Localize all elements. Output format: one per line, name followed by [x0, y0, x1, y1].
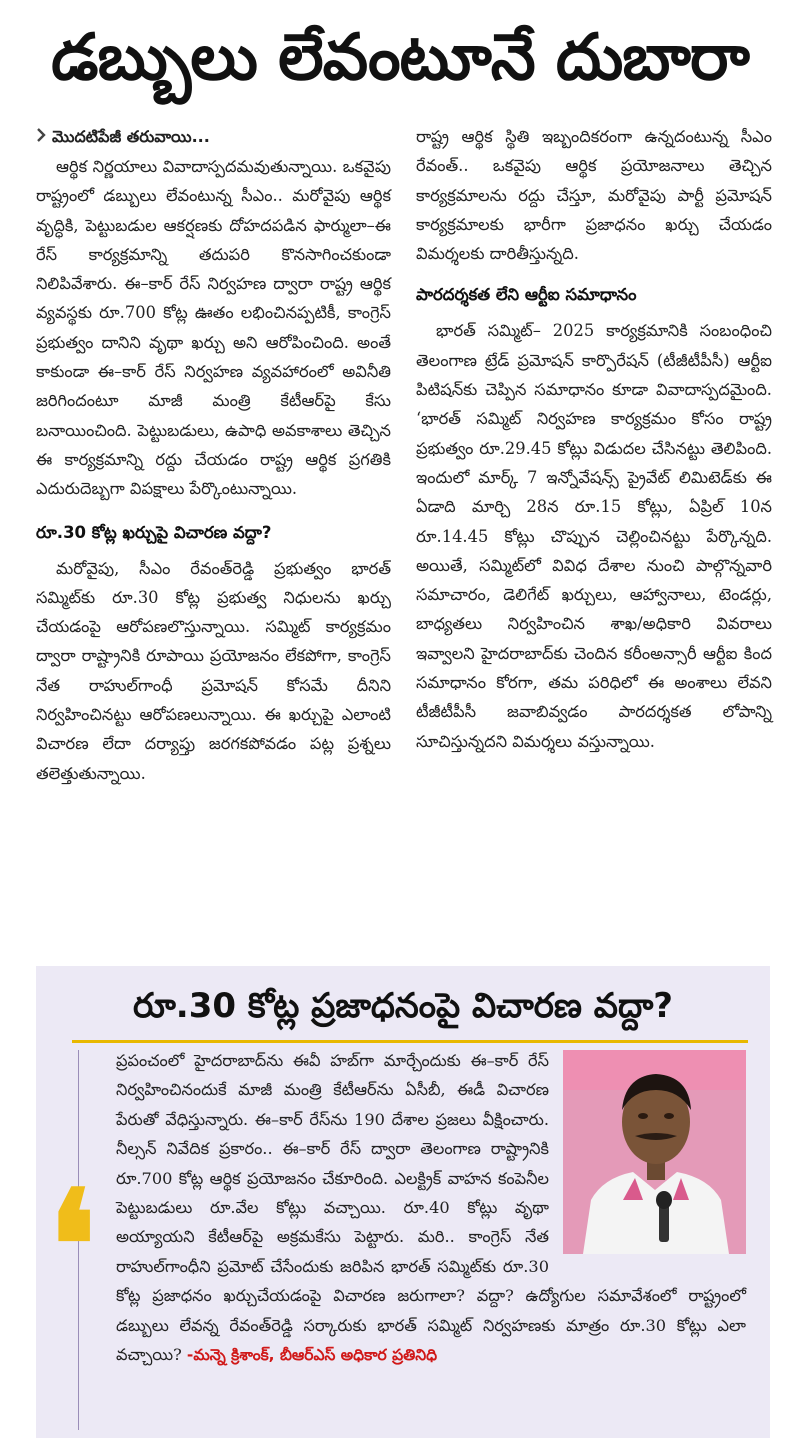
article-paragraph: భారత్ సమ్మిట్– 2025 కార్యక్రమానికి సంబంధించి తెలంగాణ ట్రేడ్ ప్రమోషన్ కార్పొరేషన్ (టీజీటీపీసీ) ఆర్టీఐ పిటిషన్‌కు చెప్పిన సమాధానం కూడా వివాదాస్పదమైంది. ‘భారత్ సమ్మిట్ నిర్వహణ కార్యక్రమం కోసం రాష్ట్ర ప్రభుత్వం రూ.29.45 కోట్లు విడుదల చేసినట్టు తెలిపింది. ఇందులో మార్క్ 7 ఇన్నోవేషన్స్ ప్రైవేట్ లిమిటెడ్‌కు ఈ ఏడాది మార్చి 28న రూ.15 కోట్లు, ఏప్రిల్ 10న రూ.14.45 కోట్లు చొప్పున చెల్లించినట్టు పేర్కొన్నది. అయితే, సమ్మిట్‌లో వివిధ దేశాల నుంచి పాల్గొన్నవారి సమాచారం, డెలిగేట్ ఖర్చులు, ఆహ్వానాలు, టెండర్లు, బాధ్యతలు నిర్వహించిన శాఖ/అధికారి వివరాలు ఇవ్వాలని హైదరాబాద్‌కు చెందిన కరీంఅన్సారీ ఆర్టీఐ కింద సమాధానం కోరగా, తమ పరిధిలో ఈ అంశాలు లేవని టీజీటీపీసీ జవాబివ్వడం పారదర్శకత లోపాన్ని సూచిస్తున్నదని విమర్శలు వస్తున్నాయి. — [416, 321, 772, 751]
article-paragraph: రాష్ట్ర ఆర్థిక స్థితి ఇబ్బందికరంగా ఉన్నదంటున్న సీఎం రేవంత్.. ఒకవైపు ఆర్థిక ప్రయోజనాలు తెచ్చిన కార్యక్రమాలను రద్దు చేస్తూ, మరోవైపు పార్టీ ప్రమోషన్ కార్యక్రమాలకు భారీగా ప్రజాధనం ఖర్చు చేయడం విమర్శలకు దారితీస్తున్నది. — [416, 127, 772, 264]
continued-label: మొదటిపేజీ తరువాయి... — [52, 127, 210, 146]
quote-author: -మన్నె క్రిశాంక్, బీఆర్‌ఎస్ అధికార ప్రతినిధి — [186, 1346, 438, 1365]
title-underline — [72, 1040, 748, 1043]
speaker-photo — [563, 1050, 746, 1254]
article-paragraph: మరోవైపు, సీఎం రేవంత్‌రెడ్డి ప్రభుత్వం భారత్ సమ్మిట్‌కు రూ.30 కోట్ల ప్రభుత్వ నిధులను ఖర్చు చేయడంపై ఆరోపణలొస్తున్నాయి. సమ్మిట్ కార్యక్రమం ద్వారా రాష్ట్రానికి రూపాయి ప్రయోజనం లేకపోగా, కాంగ్రెస్ నేత రాహుల్‌గాంధీ ప్రమోషన్ కోసమే దీనిని నిర్వహించినట్టు ఆరోపణలున్నాయి. ఈ ఖర్చుపై ఎలాంటి విచారణ లేదా దర్యాప్తు జరగకపోవడం పట్ల ప్రశ్నలు తలెత్తుతున్నాయి. — [36, 558, 391, 783]
quote-mark-icon: ❛ — [48, 1158, 97, 1334]
article-paragraph: ఆర్థిక నిర్ణయాలు వివాదాస్పదమవుతున్నాయి. ఒకవైపు రాష్ట్రంలో డబ్బులు లేవంటున్న సీఎం.. మరోవైపు ఆర్థిక వృద్ధికి, పెట్టుబడుల ఆకర్షణకు దోహదపడిన ఫార్ములా–ఈ రేస్ కార్యక్రమాన్ని తదుపరి కొనసాగించకుండా నిలిపివేశారు. ఈ–కార్ రేస్ నిర్వహణ ద్వారా రాష్ట్ర ఆర్థిక వ్యవస్థకు రూ.700 కోట్ల ఊతం లభించినప్పటికీ, కాంగ్రెస్ ప్రభుత్వం దానిని వృథా ఖర్చు అని ఆరోపించింది. అంతే కాకుండా ఈ–కార్ రేస్ నిర్వహణ వ్యవహారంలో అవినీతి జరిగిందంటూ మాజీ మంత్రి కేటీఆర్‌పై కేసు బనాయించింది. పెట్టుబడులు, ఉపాధి అవకాశాలు తెచ్చిన ఈ కార్యక్రమాన్ని రద్దు చేయడం రాష్ట్ర ఆర్థిక ప్రగతికి ఎదురుదెబ్బగా విపక్షాలు పేర్కొంటున్నాయి. — [36, 157, 391, 499]
right-column — [416, 122, 772, 756]
continued-from-front-page — [36, 122, 391, 152]
section-subhead: రూ.30 కోట్ల ఖర్చుపై విచారణ వద్దా? — [36, 522, 272, 542]
headline: డబ్బులు లేవంటూనే దుబారా — [51, 21, 749, 95]
quote-text — [116, 1046, 746, 1370]
quote-box — [36, 966, 770, 1438]
quote-body: ప్రపంచంలో హైదరాబాద్‌ను ఈవీ హబ్‌గా మార్చేందుకు ఈ–కార్ రేస్ నిర్వహించినందుకే మాజీ మంత్రి కేటీఆర్‌ను ఏసీబీ, ఈడీ విచారణ పేరుతో వేధిస్తున్నారు. ఈ–కార్ రేస్‌ను 190 దేశాల ప్రజలు వీక్షించారు. నీల్సన్ నివేదిక ప్రకారం.. ఈ–కార్ రేస్ ద్వారా తెలంగాణ రాష్ట్రానికి రూ.700 కోట్ల ఆర్థిక ప్రయోజనం చేకూరింది. ఎలక్ట్రిక్ వాహన కంపెనీల పెట్టుబడులు రూ.వేల కోట్లు వచ్చాయి. రూ.40 కోట్లు వృథా అయ్యాయని కేటీఆర్‌పై అక్రమకేసు పెట్టారు. మరి.. కాంగ్రెస్ నేత రాహుల్‌గాంధీని ప్రమోట్ చేసేందుకు జరిపిన భారత్ సమ్మిట్‌కు రూ.30 కోట్ల ప్రజాధనం ఖర్చుచేయడంపై విచారణ జరుగాలా? వద్దా? ఉద్యోగుల సమావేశంలో రాష్ట్రంలో డబ్బులు లేవన్న రేవంత్‌రెడ్డి సర్కారుకు భారత్ సమ్మిట్ నిర్వహణకు మాత్రం రూ.30 కోట్లు ఎలా వచ్చాయి? — [116, 1051, 746, 1365]
chevron-right-icon — [36, 122, 46, 152]
quote-box-title: రూ.30 కోట్ల ప్రజాధనంపై విచారణ వద్దా? — [132, 986, 674, 1026]
section-subhead: పారదర్శకత లేని ఆర్టీఐ సమాధానం — [416, 285, 637, 305]
left-column — [36, 122, 391, 788]
